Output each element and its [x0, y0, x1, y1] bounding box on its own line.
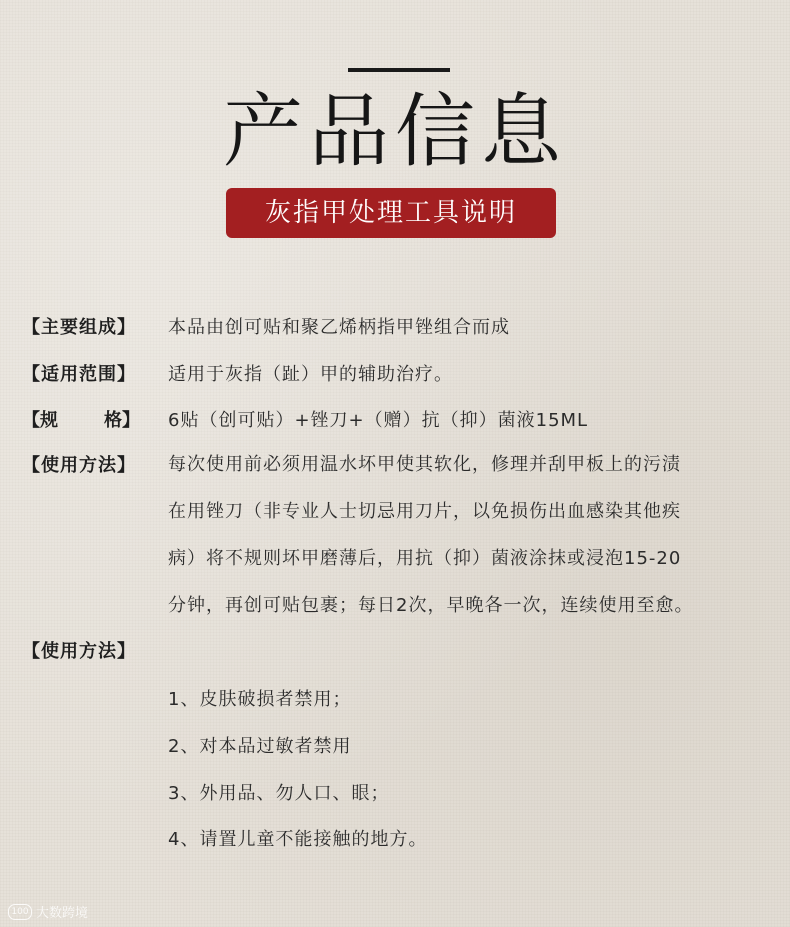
- spec-label-right: 格】: [104, 410, 140, 431]
- scope-value: 适用于灰指（趾）甲的辅助治疗。: [168, 364, 453, 385]
- composition-label: 【主要组成】: [22, 317, 136, 338]
- usage-line: 分钟，再创可贴包裹；每日2次，早晚各一次，连续使用至愈。: [168, 595, 694, 616]
- subtitle-badge: 灰指甲处理工具说明: [226, 188, 556, 238]
- note-item: 3、外用品、勿人口、眼；: [168, 783, 390, 804]
- scope-label: 【适用范围】: [22, 364, 136, 385]
- watermark-logo-icon: 100: [8, 904, 32, 920]
- usage-label: 【使用方法】: [22, 455, 136, 476]
- usage-line: 每次使用前必须用温水坏甲使其软化，修理并刮甲板上的污渍: [168, 454, 681, 475]
- note-item: 4、请置儿童不能接触的地方。: [168, 829, 428, 850]
- note-item: 2、对本品过敏者禁用: [168, 736, 352, 757]
- title-top-rule: [348, 68, 450, 72]
- usage-line: 在用锉刀（非专业人士切忌用刀片，以免损伤出血感染其他疾: [168, 501, 681, 522]
- note-item: 1、皮肤破损者禁用；: [168, 689, 352, 710]
- watermark-text: 大数跨境: [36, 906, 89, 921]
- page-title: 产品信息: [223, 85, 567, 178]
- spec-label-left: 【规: [22, 410, 58, 431]
- notes-label: 【使用方法】: [22, 641, 136, 662]
- composition-value: 本品由创可贴和聚乙烯柄指甲锉组合而成: [168, 317, 510, 338]
- usage-paragraph: [168, 451, 772, 639]
- spec-value: 6贴（创可贴）+锉刀+（赠）抗（抑）菌液15ML: [168, 410, 589, 431]
- usage-line: 病）将不规则坏甲磨薄后，用抗（抑）菌液涂抹或浸泡15-20: [168, 548, 682, 569]
- watermark: [8, 902, 88, 921]
